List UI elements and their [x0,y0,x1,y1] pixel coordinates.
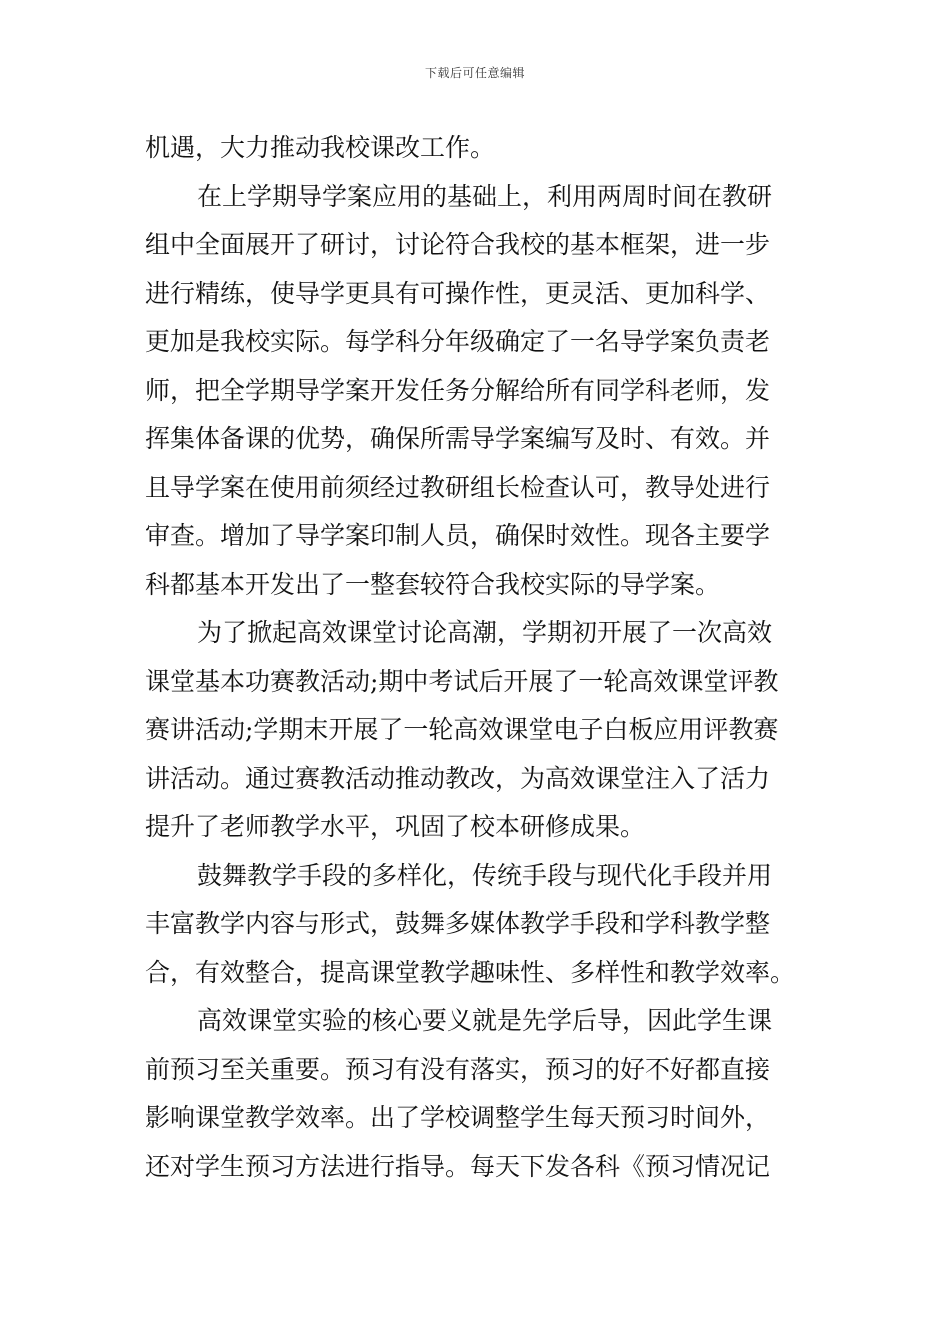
page-header: 下载后可任意编辑 [424,66,525,80]
text-line: 挥集体备课的优势，确保所需导学案编写及时、有效。并 [145,424,771,453]
text-line: 课堂基本功赛教活动;期中考试后开展了一轮高效课堂评教 [145,666,779,696]
text-line: 合，有效整合，提高课堂教学趣味性、多样性和教学效率。 [145,957,796,987]
text-line: 师，把全学期导学案开发任务分解给所有同学科老师，发 [145,375,771,405]
text-line: 讲活动。通过赛教活动推动教改，为高效课堂注入了活力 [145,763,771,793]
text-line: 提升了老师教学水平，巩固了校本研修成果。 [145,812,646,841]
text-line: 科都基本开发出了一整套较符合我校实际的导学案。 [145,569,721,599]
text-line: 影响课堂教学效率。出了学校调整学生每天预习时间外， [145,1103,771,1132]
document-body [145,124,807,1191]
text-line: 鼓舞教学手段的多样化，传统手段与现代化手段并用 [197,860,773,890]
text-line: 丰富教学内容与形式，鼓舞多媒体教学手段和学科教学整 [145,909,771,938]
text-line: 前预习至关重要。预习有没有落实，预习的好不好都直接 [145,1054,771,1084]
text-line: 在上学期导学案应用的基础上，利用两周时间在教研 [197,181,773,211]
text-line: 机遇，大力推动我校课改工作。 [145,133,496,162]
text-line: 审查。增加了导学案印制人员，确保时效性。现各主要学 [145,521,771,550]
text-line: 且导学案在使用前须经过教研组长检查认可，教导处进行 [145,472,771,502]
text-line: 为了掀起高效课堂讨论高潮，学期初开展了一次高效 [197,618,773,647]
text-line: 更加是我校实际。每学科分年级确定了一名导学案负责老 [145,327,771,356]
text-line: 组中全面展开了研讨，讨论符合我校的基本框架，进一步 [145,230,771,259]
text-line: 进行精练，使导学更具有可操作性，更灵活、更加科学、 [145,278,771,308]
text-line: 高效课堂实验的核心要义就是先学后导，因此学生课 [197,1006,773,1035]
text-line: 还对学生预习方法进行指导。每天下发各科《预习情况记 [145,1151,771,1181]
text-line: 赛讲活动;学期末开展了一轮高效课堂电子白板应用评教赛 [145,715,779,744]
